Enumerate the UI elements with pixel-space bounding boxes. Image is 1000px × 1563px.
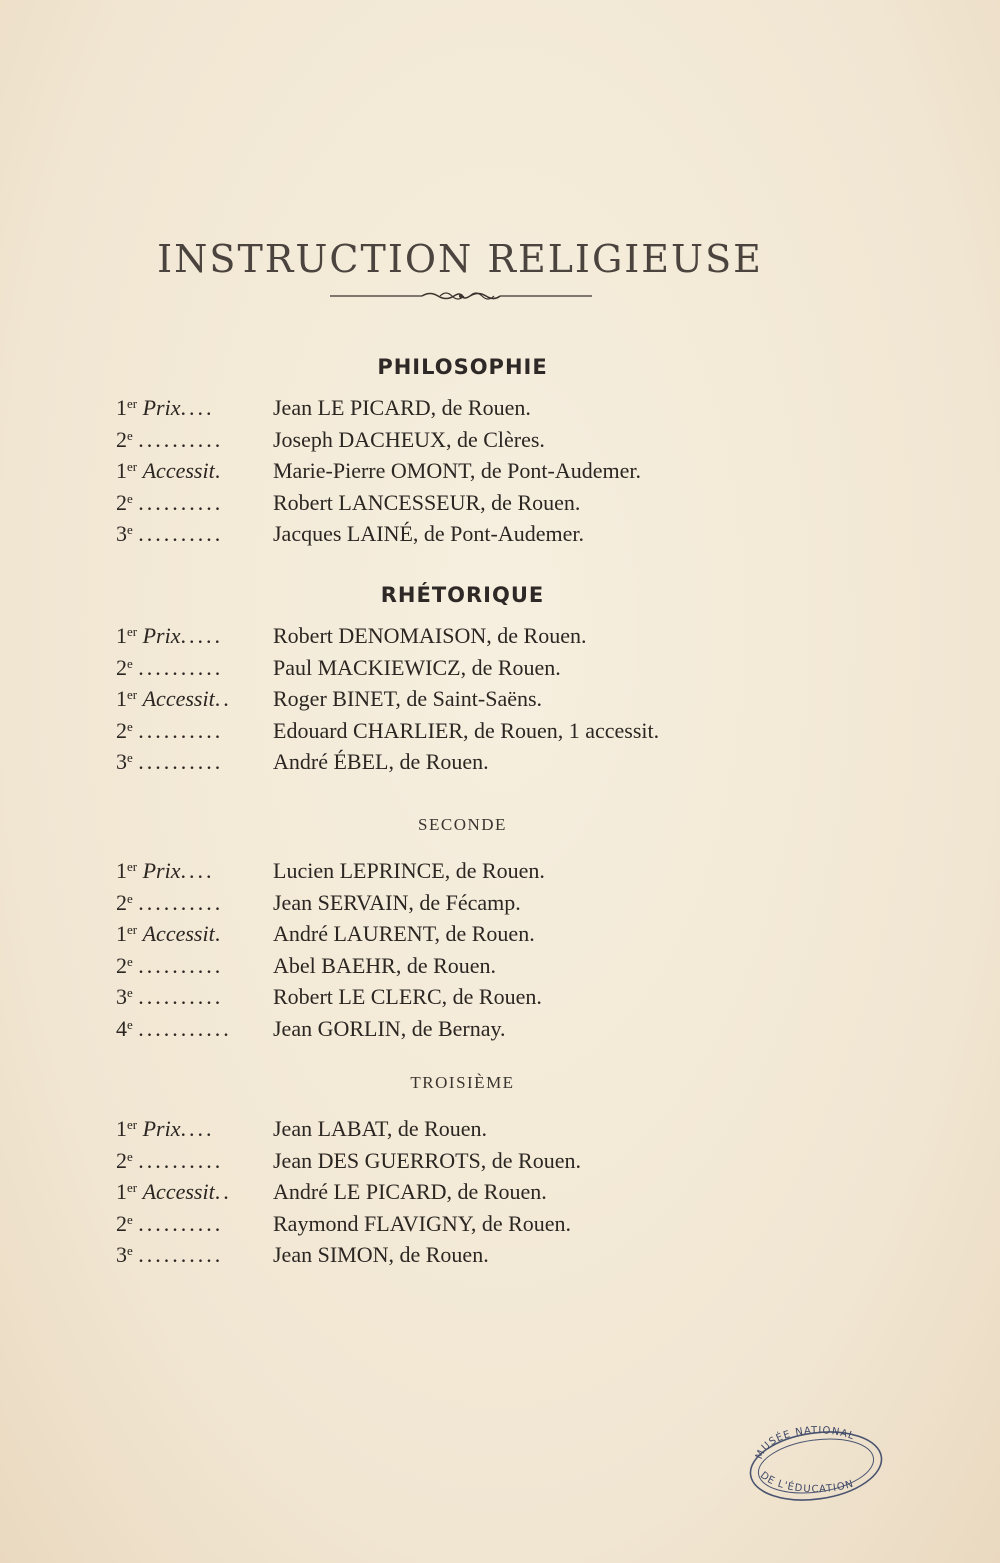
- list-item: [0, 683, 1000, 715]
- laureate-text: André ÉBEL, de Rouen.: [273, 749, 489, 774]
- page-title: INSTRUCTION RELIGIEUSE: [157, 237, 763, 282]
- section-heading: PHILOSOPHIE: [377, 355, 548, 379]
- rank-label: 3e ..........: [116, 749, 224, 774]
- section-heading: TROISIÈME: [410, 1073, 515, 1092]
- laureate-text: André LE PICARD, de Rouen.: [273, 1179, 547, 1204]
- list-item: [0, 918, 1000, 950]
- laureate-text: Jean SERVAIN, de Fécamp.: [273, 889, 521, 915]
- rank-label: 2e ..........: [116, 1210, 224, 1236]
- laureate-text: Jacques LAINÉ, de Pont-Audemer.: [273, 521, 584, 546]
- rank-label: 1er Accessit.: [116, 458, 224, 483]
- museum-stamp: [744, 1424, 886, 1506]
- list-item: [0, 1208, 1000, 1240]
- rank-label: 1er Prix....: [116, 858, 215, 883]
- stamp-bottom-text: DE L'ÉDUCATION: [757, 1469, 856, 1496]
- list-item: [0, 855, 1000, 887]
- rank-label: 2e ..........: [116, 717, 224, 743]
- section-heading: RHÉTORIQUE: [380, 583, 545, 607]
- list-item: [0, 1113, 1000, 1145]
- list-item: [0, 746, 1000, 778]
- laureate-text: Robert DENOMAISON, de Rouen.: [273, 623, 587, 648]
- list-item: [0, 1176, 1000, 1208]
- list-item: [0, 950, 1000, 982]
- list-item: [0, 887, 1000, 919]
- list-item: [0, 455, 1000, 487]
- section-philosophie: [0, 352, 1000, 550]
- list-item: [0, 392, 1000, 424]
- rank-label: 2e ..........: [116, 952, 224, 978]
- rank-label: 2e ..........: [116, 426, 224, 452]
- laureate-text: Marie-Pierre OMONT, de Pont-Audemer.: [273, 458, 641, 483]
- rank-label: 1er Accessit..: [116, 686, 232, 711]
- laureate-text: Jean LE PICARD, de Rouen.: [273, 395, 531, 420]
- list-item: [0, 1013, 1000, 1045]
- rank-label: 2e ..........: [116, 489, 224, 515]
- rank-label: 3e ..........: [116, 521, 224, 546]
- list-item: [0, 424, 1000, 456]
- laureate-text: Jean DES GUERROTS, de Rouen.: [273, 1147, 581, 1173]
- laureate-text: Roger BINET, de Saint-Saëns.: [273, 686, 543, 711]
- rank-label: 3e ..........: [116, 984, 224, 1009]
- rank-label: 1er Prix.....: [116, 623, 223, 648]
- rank-label: 4e ...........: [116, 1015, 232, 1041]
- section-rhetorique: [0, 580, 1000, 778]
- laureate-text: Jean LABAT, de Rouen.: [273, 1116, 488, 1141]
- section-heading: SECONDE: [418, 815, 507, 834]
- stamp-top-text: MUSÉE NATIONAL: [753, 1425, 857, 1461]
- rank-label: 2e ..........: [116, 1147, 224, 1173]
- laureate-text: Robert LE CLERC, de Rouen.: [273, 984, 542, 1009]
- section-seconde: [0, 812, 1000, 1044]
- rank-label: 1er Accessit.: [116, 921, 224, 946]
- section-troisieme: [0, 1070, 1000, 1271]
- laureate-text: Raymond FLAVIGNY, de Rouen.: [273, 1210, 572, 1236]
- list-item: [0, 652, 1000, 684]
- laureate-text: André LAURENT, de Rouen.: [273, 921, 535, 946]
- rank-label: 1er Prix....: [116, 395, 215, 420]
- list-item: [0, 1239, 1000, 1271]
- laureate-text: Jean GORLIN, de Bernay.: [273, 1015, 506, 1041]
- laureate-text: Joseph DACHEUX, de Clères.: [273, 426, 545, 452]
- laureate-text: Edouard CHARLIER, de Rouen, 1 accessit.: [273, 717, 660, 743]
- laureate-text: Paul MACKIEWICZ, de Rouen.: [273, 654, 561, 680]
- list-item: [0, 981, 1000, 1013]
- list-item: [0, 1145, 1000, 1177]
- laureate-text: Abel BAEHR, de Rouen.: [273, 952, 497, 978]
- rank-label: 3e ..........: [116, 1242, 224, 1267]
- laureate-text: Robert LANCESSEUR, de Rouen.: [273, 489, 581, 515]
- laureate-text: Lucien LEPRINCE, de Rouen.: [273, 858, 545, 883]
- rank-label: 2e ..........: [116, 889, 224, 915]
- rank-label: 1er Accessit..: [116, 1179, 232, 1204]
- title-ornament: [330, 286, 592, 306]
- laureate-text: Jean SIMON, de Rouen.: [273, 1242, 489, 1267]
- list-item: [0, 518, 1000, 550]
- rank-label: 1er Prix....: [116, 1116, 215, 1141]
- svg-text:DE L'ÉDUCATION: [758, 1470, 855, 1495]
- rank-label: 2e ..........: [116, 654, 224, 680]
- list-item: [0, 487, 1000, 519]
- list-item: [0, 715, 1000, 747]
- list-item: [0, 620, 1000, 652]
